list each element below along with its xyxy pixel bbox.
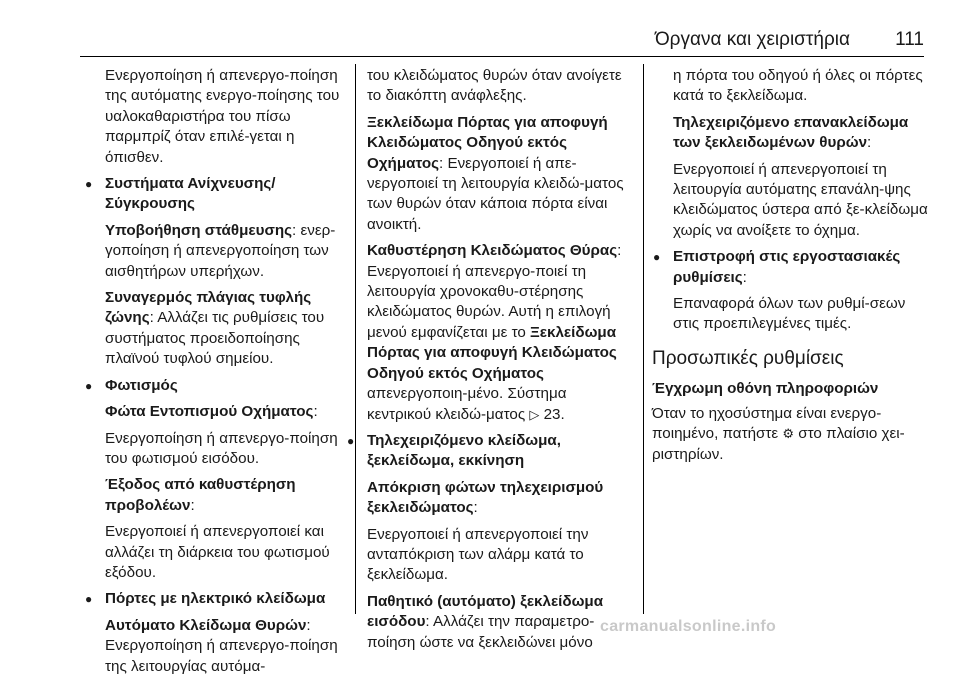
paragraph: Ξεκλείδωμα Πόρτας για αποφυγή Κλειδώματος Οδηγού εκτός Οχήματος: Ενεργοποιεί ή απε-νεργοποιεί τη λειτουργία κλειδώ-ματος των θυρών όταν κάποια πόρτα είναι ανοικτή. (367, 113, 624, 233)
bullet-item: ● Τηλεχειριζόμενο κλείδωμα, ξεκλείδωμα, εκκίνηση (346, 431, 633, 472)
bullet-item: ● Πόρτες με ηλεκτρικό κλείδωμα (84, 589, 346, 609)
page-title: Όργανα και χειριστήρια (654, 29, 850, 50)
section-heading: Προσωπικές ρυθμίσεις (652, 347, 844, 369)
column-divider (355, 64, 356, 614)
bullet-item: ● Συστήματα Ανίχνευσης/ Σύγκρουσης (84, 174, 346, 215)
subsection-heading: Έγχρωμη οθόνη πληροφοριών (652, 380, 879, 398)
settings-button-icon: ⚙ (782, 426, 795, 442)
column-2 (367, 66, 633, 659)
paragraph: Παθητικό (αυτόματο) ξεκλείδωμα εισόδου: Αλλάζει την παραμετρο-ποίηση ώστε να ξεκλειδώνει μόνο (367, 592, 604, 651)
paragraph: Έξοδος από καθυστέρηση προβολέων: (105, 476, 296, 514)
page-reference-icon: ▷ (529, 406, 540, 422)
paragraph: Φώτα Εντοπισμού Οχήματος: (105, 403, 318, 421)
paragraph: η πόρτα του οδηγού ή όλες οι πόρτες κατά το ξεκλείδωμα. (673, 67, 923, 105)
paragraph: Ενεργοποιεί ή απενεργοποιεί την ανταπόκριση των αλάρμ κατά το ξεκλείδωμα. (367, 525, 589, 584)
paragraph: Υποβοήθηση στάθμευσης: ενερ-γοποίηση ή απενεργοποίηση των αισθητήρων υπερήχων. (105, 221, 336, 280)
column-1 (84, 66, 346, 683)
paragraph: του κλειδώματος θυρών όταν ανοίγετε το διακόπτη ανάφλεξης. (367, 67, 622, 105)
paragraph: Καθυστέρηση Κλειδώματος Θύρας: Ενεργοποιεί ή απενεργο-ποιεί τη λειτουργία χρονοκαθυ-στέρησης κλειδώματος θυρών. Αυτή η επιλογή μενού εμφανίζεται με το Ξεκλείδωμα Πόρτας για αποφυγή Κλειδώματος Οδηγού εκτός Οχήματος απενεργοποιη-μένο. Σύστημα κεντρικού κλειδώ-ματος ▷ 23. (367, 241, 633, 425)
page-number: 111 (895, 29, 924, 50)
column-3 (652, 66, 928, 471)
paragraph: Ενεργοποίηση ή απενεργο-ποίηση του φωτισμού εισόδου. (105, 429, 338, 467)
paragraph: Όταν το ηχοσύστημα είναι ενεργο-ποιημένο, πατήστε ⚙ στο πλαίσιο χει-ριστηρίων. (652, 404, 905, 463)
bullet-item: ● Επιστροφή στις εργοστασιακές ρυθμίσεις: (652, 247, 928, 288)
paragraph: Επαναφορά όλων των ρυθμί-σεων στις προεπιλεγμένες τιμές. (673, 295, 906, 333)
paragraph: Απόκριση φώτων τηλεχειρισμού ξεκλειδώματος: (367, 478, 604, 517)
paragraph: Ενεργοποιεί ή απενεργοποιεί και αλλάζει τη διάρκεια του φωτισμού εξόδου. (105, 523, 330, 581)
paragraph: Τηλεχειριζόμενο επανακλείδωμα των ξεκλειδωμένων θυρών: (673, 113, 909, 152)
column-divider (643, 64, 644, 614)
paragraph: Ενεργοποίηση ή απενεργο-ποίηση της αυτόματης ενεργο-ποίησης του υαλοκαθαριστήρα του πίσω παρμπρίζ όταν επιλέ-γεται η όπισθεν. (105, 67, 340, 166)
bullet-item: ● Φωτισμός (84, 376, 346, 396)
page-header (0, 0, 960, 58)
paragraph: Ενεργοποιεί ή απενεργοποιεί τη λειτουργία αυτόματης επανάλη-ψης κλειδώματος ύστερα από ξε-κλείδωμα χωρίς να ανοίξετε το όχημα. (673, 160, 928, 239)
watermark: carmanualsonline.info (600, 618, 777, 635)
paragraph: Αυτόματο Κλείδωμα Θυρών: Ενεργοποίηση ή απενεργο-ποίηση της λειτουργίας αυτόμα- (105, 616, 338, 675)
header-rule (80, 56, 924, 57)
paragraph: Συναγερμός πλάγιας τυφλής ζώνης: Αλλάζει τις ρυθμίσεις του συστήματος προειδοποίησης πλαϊνού τυφλού σημείου. (105, 289, 325, 368)
